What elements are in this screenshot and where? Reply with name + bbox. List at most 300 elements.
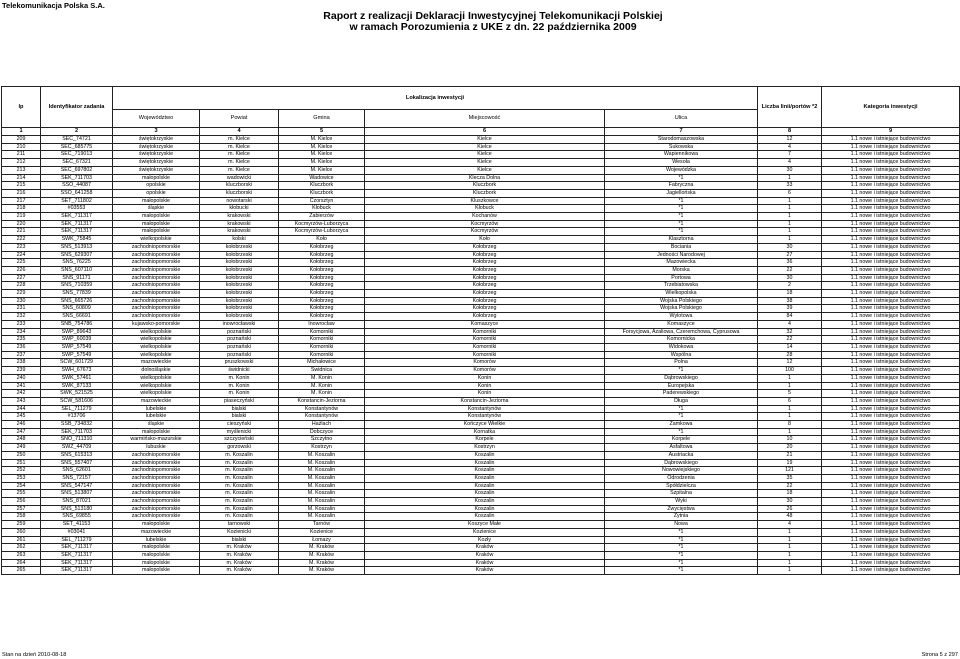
cell-id: SNS_710359 <box>41 282 113 290</box>
cell-ulica: Wapiennikowa <box>605 151 758 159</box>
cell-id: SNS_69855 <box>41 513 113 521</box>
column-number: 4 <box>200 128 279 136</box>
cell-lp: 222 <box>2 236 41 244</box>
cell-miejscowosc: Kochanów <box>365 213 605 221</box>
cell-id: SNS_513807 <box>41 490 113 498</box>
cell-powiat: m. Kraków <box>200 559 279 567</box>
cell-miejscowosc: Koło <box>365 236 605 244</box>
cell-powiat: m. Koszalin <box>200 498 279 506</box>
cell-miejscowosc: Konstancin-Jeziorna <box>365 397 605 405</box>
cell-id: SWZ_44709 <box>41 444 113 452</box>
cell-id: SEK_711317 <box>41 220 113 228</box>
table-row <box>2 428 960 436</box>
cell-powiat: kołobrzeski <box>200 297 279 305</box>
cell-lp: 229 <box>2 290 41 298</box>
cell-wojewodztwo: wielkopolskie <box>113 351 200 359</box>
cell-wojewodztwo: zachodniopomorskie <box>113 490 200 498</box>
cell-id: SCW_581606 <box>41 397 113 405</box>
cell-liczba: 18 <box>758 490 822 498</box>
cell-miejscowosc: Koszalin <box>365 474 605 482</box>
cell-liczba: 4 <box>758 143 822 151</box>
cell-miejscowosc: Kołobrzeg <box>365 259 605 267</box>
cell-kategoria: 1.1 nowe i istniejące budownictwo <box>822 166 960 174</box>
cell-powiat: inowrocławski <box>200 320 279 328</box>
cell-ulica: Fabryczna <box>605 182 758 190</box>
cell-wojewodztwo: zachodniopomorskie <box>113 251 200 259</box>
cell-lp: 258 <box>2 513 41 521</box>
cell-powiat: kluczborski <box>200 182 279 190</box>
table-row <box>2 351 960 359</box>
cell-liczba: 4 <box>758 159 822 167</box>
table-row <box>2 205 960 213</box>
cell-wojewodztwo: zachodniopomorskie <box>113 305 200 313</box>
cell-liczba: 1 <box>758 428 822 436</box>
cell-miejscowosc: Konin <box>365 390 605 398</box>
cell-kategoria: 1.1 nowe i istniejące budownictwo <box>822 544 960 552</box>
cell-lp: 261 <box>2 536 41 544</box>
cell-ulica: Wspólna <box>605 351 758 359</box>
cell-wojewodztwo: zachodniopomorskie <box>113 451 200 459</box>
cell-miejscowosc: Kocmyrzów <box>365 220 605 228</box>
cell-wojewodztwo: zachodniopomorskie <box>113 459 200 467</box>
cell-wojewodztwo: zachodniopomorskie <box>113 482 200 490</box>
cell-id: SSO_44087 <box>41 182 113 190</box>
cell-gmina: Inowrocław <box>279 320 365 328</box>
cell-liczba: 30 <box>758 166 822 174</box>
cell-gmina: M. Koszalin <box>279 482 365 490</box>
cell-lp: 219 <box>2 213 41 221</box>
cell-powiat: m. Koszalin <box>200 474 279 482</box>
cell-liczba: 30 <box>758 274 822 282</box>
cell-id: SEK_711703 <box>41 428 113 436</box>
cell-lp: 226 <box>2 266 41 274</box>
cell-liczba: 1 <box>758 559 822 567</box>
cell-powiat: piaseczyński <box>200 397 279 405</box>
cell-gmina: M. Koszalin <box>279 513 365 521</box>
cell-kategoria: 1.1 nowe i istniejące budownictwo <box>822 213 960 221</box>
cell-ulica: Asfaltowa <box>605 444 758 452</box>
cell-id: SEC_67321 <box>41 159 113 167</box>
cell-gmina: M. Kraków <box>279 567 365 575</box>
cell-powiat: gorzowski <box>200 444 279 452</box>
cell-liczba: 27 <box>758 251 822 259</box>
column-number: 3 <box>113 128 200 136</box>
cell-kategoria: 1.1 nowe i istniejące budownictwo <box>822 521 960 529</box>
cell-wojewodztwo: małopolskie <box>113 559 200 567</box>
cell-wojewodztwo: małopolskie <box>113 197 200 205</box>
table-row <box>2 482 960 490</box>
table-row <box>2 343 960 351</box>
cell-kategoria: 1.1 nowe i istniejące budownictwo <box>822 567 960 575</box>
cell-kategoria: 1.1 nowe i istniejące budownictwo <box>822 467 960 475</box>
cell-miejscowosc: Koszalin <box>365 498 605 506</box>
table-row <box>2 513 960 521</box>
cell-miejscowosc: Koszalin <box>365 467 605 475</box>
table-row <box>2 274 960 282</box>
cell-lp: 217 <box>2 197 41 205</box>
cell-lp: 255 <box>2 490 41 498</box>
header-id: Identyfikator zadania <box>41 87 113 128</box>
cell-kategoria: 1.1 nowe i istniejące budownictwo <box>822 397 960 405</box>
table-row <box>2 544 960 552</box>
cell-gmina: M. Kielce <box>279 136 365 144</box>
cell-powiat: kołobrzeski <box>200 290 279 298</box>
cell-miejscowosc: Kraków <box>365 559 605 567</box>
cell-powiat: m. Konin <box>200 390 279 398</box>
column-number: 9 <box>822 128 960 136</box>
cell-kategoria: 1.1 nowe i istniejące budownictwo <box>822 413 960 421</box>
cell-liczba: 1 <box>758 228 822 236</box>
cell-lp: 264 <box>2 559 41 567</box>
cell-lp: 213 <box>2 166 41 174</box>
cell-kategoria: 1.1 nowe i istniejące budownictwo <box>822 159 960 167</box>
cell-id: SNS_76225 <box>41 259 113 267</box>
cell-gmina: M. Koszalin <box>279 451 365 459</box>
cell-id: SEK_711317 <box>41 551 113 559</box>
cell-liczba: 1 <box>758 213 822 221</box>
column-number: 5 <box>279 128 365 136</box>
cell-kategoria: 1.1 nowe i istniejące budownictwo <box>822 444 960 452</box>
cell-liczba: 30 <box>758 243 822 251</box>
cell-ulica: Morska <box>605 266 758 274</box>
cell-liczba: 8 <box>758 421 822 429</box>
table-row <box>2 382 960 390</box>
cell-liczba: 48 <box>758 513 822 521</box>
cell-lp: 212 <box>2 159 41 167</box>
cell-miejscowosc: Komorów <box>365 367 605 375</box>
cell-powiat: kołobrzeski <box>200 251 279 259</box>
cell-liczba: 14 <box>758 343 822 351</box>
cell-ulica: Wojska Polskiego <box>605 305 758 313</box>
cell-id: SNS_615313 <box>41 451 113 459</box>
cell-wojewodztwo: mazowieckie <box>113 359 200 367</box>
cell-miejscowosc: Komorniki <box>365 351 605 359</box>
cell-wojewodztwo: śląskie <box>113 421 200 429</box>
cell-ulica: *1 <box>605 228 758 236</box>
cell-gmina: M. Kraków <box>279 544 365 552</box>
cell-kategoria: 1.1 nowe i istniejące budownictwo <box>822 313 960 321</box>
cell-id: SWK_87133 <box>41 382 113 390</box>
column-numbers-row <box>2 128 960 136</box>
cell-ulica: *1 <box>605 405 758 413</box>
cell-powiat: m. Kraków <box>200 551 279 559</box>
cell-liczba: 6 <box>758 189 822 197</box>
cell-wojewodztwo: lubelskie <box>113 536 200 544</box>
cell-lp: 242 <box>2 390 41 398</box>
cell-id: SEL_711279 <box>41 536 113 544</box>
cell-wojewodztwo: świętokrzyskie <box>113 151 200 159</box>
cell-powiat: m. Kielce <box>200 143 279 151</box>
cell-ulica: Paderewskiego <box>605 390 758 398</box>
cell-id: SWK_521525 <box>41 390 113 398</box>
cell-wojewodztwo: dolnośląskie <box>113 367 200 375</box>
cell-kategoria: 1.1 nowe i istniejące budownictwo <box>822 498 960 506</box>
cell-id: SWK_75845 <box>41 236 113 244</box>
cell-ulica: Zamkowa <box>605 421 758 429</box>
cell-miejscowosc: Kołobrzeg <box>365 251 605 259</box>
cell-miejscowosc: Kielce <box>365 136 605 144</box>
cell-id: SNO_711310 <box>41 436 113 444</box>
cell-wojewodztwo: śląskie <box>113 205 200 213</box>
cell-id: SNS_72157 <box>41 474 113 482</box>
cell-powiat: m. Kielce <box>200 159 279 167</box>
cell-gmina: M. Koszalin <box>279 459 365 467</box>
cell-liczba: 84 <box>758 313 822 321</box>
cell-miejscowosc: Komaszyce <box>365 320 605 328</box>
table-row <box>2 313 960 321</box>
cell-gmina: Koło <box>279 236 365 244</box>
header-lokalizacja: Lokalizacja inwestycji <box>113 87 758 110</box>
cell-ulica: Jedności Narodowej <box>605 251 758 259</box>
cell-ulica: Widokowa <box>605 343 758 351</box>
cell-kategoria: 1.1 nowe i istniejące budownictwo <box>822 390 960 398</box>
table-row <box>2 136 960 144</box>
table-row <box>2 243 960 251</box>
cell-ulica: *1 <box>605 567 758 575</box>
table-row <box>2 189 960 197</box>
cell-miejscowosc: Kocmyrzów <box>365 228 605 236</box>
cell-powiat: kluczborski <box>200 189 279 197</box>
table-row <box>2 305 960 313</box>
cell-kategoria: 1.1 nowe i istniejące budownictwo <box>822 421 960 429</box>
cell-lp: 227 <box>2 274 41 282</box>
company-name: Telekomunikacja Polska S.A. <box>2 1 105 10</box>
cell-kategoria: 1.1 nowe i istniejące budownictwo <box>822 336 960 344</box>
cell-lp: 248 <box>2 436 41 444</box>
cell-wojewodztwo: mazowieckie <box>113 528 200 536</box>
cell-powiat: m. Kraków <box>200 567 279 575</box>
cell-kategoria: 1.1 nowe i istniejące budownictwo <box>822 274 960 282</box>
cell-liczba: 1 <box>758 197 822 205</box>
cell-gmina: Kołobrzeg <box>279 313 365 321</box>
report-subtitle: w ramach Porozumienia z UKE z dn. 22 października 2009 <box>349 21 637 33</box>
header-powiat: Powiat <box>200 110 279 128</box>
cell-liczba: 32 <box>758 328 822 336</box>
cell-id: SEC_719013 <box>41 151 113 159</box>
cell-liczba: 1 <box>758 413 822 421</box>
cell-kategoria: 1.1 nowe i istniejące budownictwo <box>822 513 960 521</box>
cell-ulica: *1 <box>605 220 758 228</box>
cell-gmina: Kołobrzeg <box>279 274 365 282</box>
table-row <box>2 236 960 244</box>
cell-ulica: Sukowska <box>605 143 758 151</box>
cell-id: SNS_91171 <box>41 274 113 282</box>
cell-lp: 240 <box>2 374 41 382</box>
cell-lp: 250 <box>2 451 41 459</box>
table-row <box>2 151 960 159</box>
cell-gmina: M. Konin <box>279 382 365 390</box>
cell-id: SET_41153 <box>41 521 113 529</box>
cell-id: SWP_57549 <box>41 351 113 359</box>
cell-kategoria: 1.1 nowe i istniejące budownictwo <box>822 290 960 298</box>
cell-lp: 220 <box>2 220 41 228</box>
cell-liczba: 2 <box>758 282 822 290</box>
cell-id: SNS_607110 <box>41 266 113 274</box>
cell-wojewodztwo: zachodniopomorskie <box>113 513 200 521</box>
cell-gmina: M. Konin <box>279 374 365 382</box>
table-row <box>2 490 960 498</box>
cell-id: SSO_641258 <box>41 189 113 197</box>
cell-powiat: m. Kielce <box>200 136 279 144</box>
cell-kategoria: 1.1 nowe i istniejące budownictwo <box>822 459 960 467</box>
cell-miejscowosc: Kołobrzeg <box>365 290 605 298</box>
cell-gmina: Komorniki <box>279 336 365 344</box>
cell-miejscowosc: Kornatka <box>365 428 605 436</box>
cell-ulica: Klasztorna <box>605 236 758 244</box>
cell-lp: 210 <box>2 143 41 151</box>
cell-id: SWP_60039 <box>41 336 113 344</box>
cell-lp: 265 <box>2 567 41 575</box>
cell-gmina: Szczytno <box>279 436 365 444</box>
cell-ulica: Polna <box>605 359 758 367</box>
column-number: 6 <box>365 128 605 136</box>
cell-ulica: Wyki <box>605 498 758 506</box>
cell-ulica: Dąbrowskiego <box>605 374 758 382</box>
cell-kategoria: 1.1 nowe i istniejące budownictwo <box>822 482 960 490</box>
report-title: Raport z realizacji Deklaracji Inwestycyjnej Telekomunikacji Polskiej <box>323 10 663 22</box>
cell-lp: 253 <box>2 474 41 482</box>
cell-lp: 244 <box>2 405 41 413</box>
cell-id: SWP_89643 <box>41 328 113 336</box>
cell-miejscowosc: Koszalin <box>365 482 605 490</box>
cell-miejscowosc: Korpele <box>365 436 605 444</box>
cell-kategoria: 1.1 nowe i istniejące budownictwo <box>822 367 960 375</box>
cell-wojewodztwo: małopolskie <box>113 567 200 575</box>
cell-wojewodztwo: małopolskie <box>113 551 200 559</box>
cell-lp: 249 <box>2 444 41 452</box>
cell-liczba: 22 <box>758 266 822 274</box>
cell-ulica: Bociania <box>605 243 758 251</box>
cell-liczba: 18 <box>758 290 822 298</box>
cell-kategoria: 1.1 nowe i istniejące budownictwo <box>822 528 960 536</box>
cell-gmina: Kołobrzeg <box>279 282 365 290</box>
cell-id: SEL_711279 <box>41 405 113 413</box>
cell-id: SNS_60809 <box>41 305 113 313</box>
cell-powiat: m. Koszalin <box>200 513 279 521</box>
cell-liczba: 33 <box>758 182 822 190</box>
cell-miejscowosc: Kołobrzeg <box>365 313 605 321</box>
cell-gmina: Kluczbork <box>279 189 365 197</box>
cell-miejscowosc: Klecza Dolna <box>365 174 605 182</box>
cell-powiat: kołobrzeski <box>200 313 279 321</box>
table-row <box>2 521 960 529</box>
cell-id: SEC_685775 <box>41 143 113 151</box>
cell-miejscowosc: Koszalin <box>365 490 605 498</box>
cell-lp: 254 <box>2 482 41 490</box>
cell-gmina: Kozienice <box>279 528 365 536</box>
cell-lp: 246 <box>2 421 41 429</box>
cell-miejscowosc: Kraków <box>365 544 605 552</box>
cell-ulica: Komaszyce <box>605 320 758 328</box>
cell-lp: 221 <box>2 228 41 236</box>
cell-miejscowosc: Kielce <box>365 166 605 174</box>
cell-powiat: m. Koszalin <box>200 459 279 467</box>
cell-wojewodztwo: zachodniopomorskie <box>113 259 200 267</box>
cell-wojewodztwo: zachodniopomorskie <box>113 266 200 274</box>
cell-wojewodztwo: lubelskie <box>113 405 200 413</box>
cell-miejscowosc: Kraków <box>365 551 605 559</box>
cell-powiat: cieszyński <box>200 421 279 429</box>
table-row <box>2 143 960 151</box>
cell-lp: 257 <box>2 505 41 513</box>
cell-kategoria: 1.1 nowe i istniejące budownictwo <box>822 151 960 159</box>
cell-id: SEK_711317 <box>41 228 113 236</box>
header-ulica: Ulica <box>605 110 758 128</box>
cell-wojewodztwo: wielkopolskie <box>113 336 200 344</box>
cell-powiat: kołobrzeski <box>200 305 279 313</box>
cell-miejscowosc: Konstantynów <box>365 405 605 413</box>
cell-wojewodztwo: wielkopolskie <box>113 374 200 382</box>
table-row <box>2 220 960 228</box>
cell-wojewodztwo: wielkopolskie <box>113 343 200 351</box>
cell-ulica: Austriacka <box>605 451 758 459</box>
cell-kategoria: 1.1 nowe i istniejące budownictwo <box>822 243 960 251</box>
cell-powiat: krakowski <box>200 228 279 236</box>
cell-powiat: tarnowski <box>200 521 279 529</box>
cell-powiat: m. Kielce <box>200 151 279 159</box>
cell-gmina: Kluczbork <box>279 182 365 190</box>
table-row <box>2 397 960 405</box>
table-row <box>2 474 960 482</box>
cell-wojewodztwo: małopolskie <box>113 521 200 529</box>
cell-liczba: 1 <box>758 528 822 536</box>
cell-miejscowosc: Konin <box>365 374 605 382</box>
cell-wojewodztwo: małopolskie <box>113 220 200 228</box>
cell-powiat: krakowski <box>200 220 279 228</box>
cell-lp: 245 <box>2 413 41 421</box>
cell-miejscowosc: Koszyce Małe <box>365 521 605 529</box>
cell-kategoria: 1.1 nowe i istniejące budownictwo <box>822 236 960 244</box>
cell-miejscowosc: Koszalin <box>365 513 605 521</box>
cell-wojewodztwo: zachodniopomorskie <box>113 282 200 290</box>
cell-id: SNS_665726 <box>41 297 113 305</box>
cell-miejscowosc: Kraków <box>365 567 605 575</box>
cell-id: SEK_711317 <box>41 567 113 575</box>
cell-liczba: 1 <box>758 551 822 559</box>
table-row <box>2 359 960 367</box>
cell-lp: 236 <box>2 343 41 351</box>
cell-gmina: M. Kraków <box>279 559 365 567</box>
cell-ulica: *1 <box>605 536 758 544</box>
cell-id: SNS_629307 <box>41 251 113 259</box>
cell-id: #03553 <box>41 205 113 213</box>
cell-kategoria: 1.1 nowe i istniejące budownictwo <box>822 297 960 305</box>
cell-miejscowosc: Komorniki <box>365 328 605 336</box>
cell-liczba: 4 <box>758 320 822 328</box>
cell-liczba: 6 <box>758 397 822 405</box>
cell-liczba: 12 <box>758 359 822 367</box>
table-row <box>2 536 960 544</box>
cell-liczba: 121 <box>758 467 822 475</box>
cell-powiat: poznański <box>200 328 279 336</box>
cell-lp: 241 <box>2 382 41 390</box>
cell-ulica: *1 <box>605 559 758 567</box>
cell-powiat: wadowicki <box>200 174 279 182</box>
cell-liczba: 26 <box>758 505 822 513</box>
cell-miejscowosc: Koszalin <box>365 505 605 513</box>
cell-liczba: 5 <box>758 390 822 398</box>
cell-lp: 223 <box>2 243 41 251</box>
cell-kategoria: 1.1 nowe i istniejące budownictwo <box>822 536 960 544</box>
cell-powiat: m. Koszalin <box>200 467 279 475</box>
cell-kategoria: 1.1 nowe i istniejące budownictwo <box>822 189 960 197</box>
table-body <box>2 136 960 575</box>
cell-liczba: 36 <box>758 259 822 267</box>
cell-id: SEC_697802 <box>41 166 113 174</box>
cell-wojewodztwo: zachodniopomorskie <box>113 313 200 321</box>
cell-gmina: Kołobrzeg <box>279 259 365 267</box>
table-row <box>2 421 960 429</box>
